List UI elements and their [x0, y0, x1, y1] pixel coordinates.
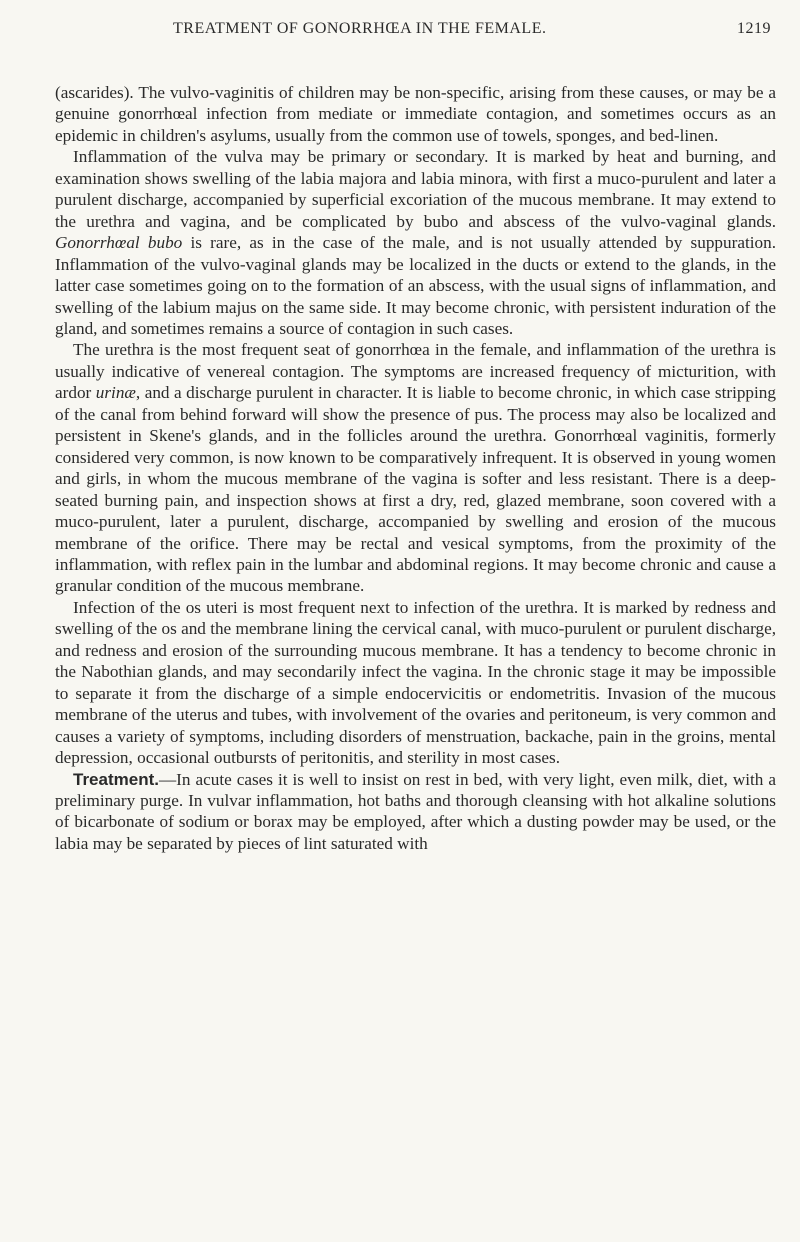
body-text [55, 82, 776, 854]
paragraph-text-after: , and a discharge purulent in character. It is liable to become chronic, in which case stripping of the canal from behind forward will show the presence of pus. The process may also be localized and persistent in Skene's glands, and in the follicles around the urethra. Gonorrhœal vaginitis, formerly considered very common, is now known to be comparatively infrequent. It is observed in young women and girls, in whom the mucous membrane of the vagina is softer and less resistant. There is a deep-seated burning pain, and inspection shows at first a dry, red, glazed membrane, soon covered with a muco-purulent, later a purulent, discharge, accompanied by swelling and erosion of the mucous membrane of the orifice. There may be rectal and vesical symptoms, from the proximity of the inflammation, with reflex pain in the lumbar and abdominal regions. It may become chronic and cause a granular condition of the mucous membrane. [55, 383, 776, 596]
paragraph-os-uteri [55, 597, 776, 769]
paragraph-text-after: —In acute cases it is well to insist on rest in bed, with very light, even milk, diet, with a preliminary purge. In vulvar inflammation, hot baths and thorough cleansing with hot alkaline solutions of bicarbonate of sodium or borax may be employed, after which a dusting powder may be used, or the labia may be separated by pieces of lint saturated with [55, 769, 776, 853]
paragraph-text: Infection of the os uteri is most frequent next to infection of the urethra. It is marked by redness and swelling of the os and the membrane lining the cervical canal, with muco-purulent or purulent discharge, and redness and erosion of the surrounding mucous membrane. It has a tendency to become chronic in the Nabothian glands, and may secondarily infect the vagina. In the chronic stage it may be impossible to separate it from the discharge of a simple endocervicitis or endometritis. Invasion of the mucous membrane of the uterus and tubes, with involvement of the ovaries and peritoneum, is very common and causes a variety of symptoms, including disorders of menstruation, backache, pain in the groins, mental depression, occasional outbursts of peritonitis, and sterility in most cases. [55, 597, 776, 768]
paragraph-text-after: is rare, as in the case of the male, and is not usually attended by suppuration. Inflammation of the vulvo-vaginal glands may be localized in the ducts or extend to the glands, in the latter case sometimes going on to the formation of an abscess, with the usual signs of inflammation, and swelling of the labium majus on the same side. It may become chronic, with persistent induration of the gland, and sometimes remains a source of contagion in such cases. [55, 233, 776, 338]
paragraph-treatment [55, 769, 776, 855]
italic-term-urinae: urinæ [95, 383, 136, 403]
running-title: TREATMENT OF GONORRHŒA IN THE FEMALE. [173, 20, 547, 37]
page-number: 1219 [737, 20, 771, 37]
paragraph-urethra [55, 339, 776, 596]
running-head [55, 0, 776, 40]
paragraph-vulva-inflammation [55, 146, 776, 339]
paragraph-text-before: Inflammation of the vulva may be primary or secondary. It is marked by heat and burning, and examination shows swelling of the labia majora and labia minora, with first a muco-purulent and later a purulent discharge, accompanied by superficial excoriation of the mucous membrane. It may extend to the urethra and vagina, and be complicated by bubo and abscess of the vulvo-vaginal glands. [55, 147, 776, 231]
italic-term-gonorrhoeal-bubo: Gonorrhœal bubo [55, 233, 183, 253]
paragraph-ascarides [55, 82, 776, 146]
paragraph-text: (ascarides). The vulvo-vaginitis of children may be non-specific, arising from these causes, or may be a genuine gonorrhœal infection from mediate or immediate contagion, and sometimes occurs as an epidemic in children's asylums, usually from the common use of towels, sponges, and bed-linen. [55, 83, 776, 145]
section-heading-treatment: Treatment. [73, 769, 159, 789]
paragraph-text-before: The urethra is the most frequent seat of gonorrhœa in the female, and inflammation of the urethra is usually indicative of venereal contagion. The symptoms are increased frequency of micturition, with ardor [55, 340, 776, 403]
